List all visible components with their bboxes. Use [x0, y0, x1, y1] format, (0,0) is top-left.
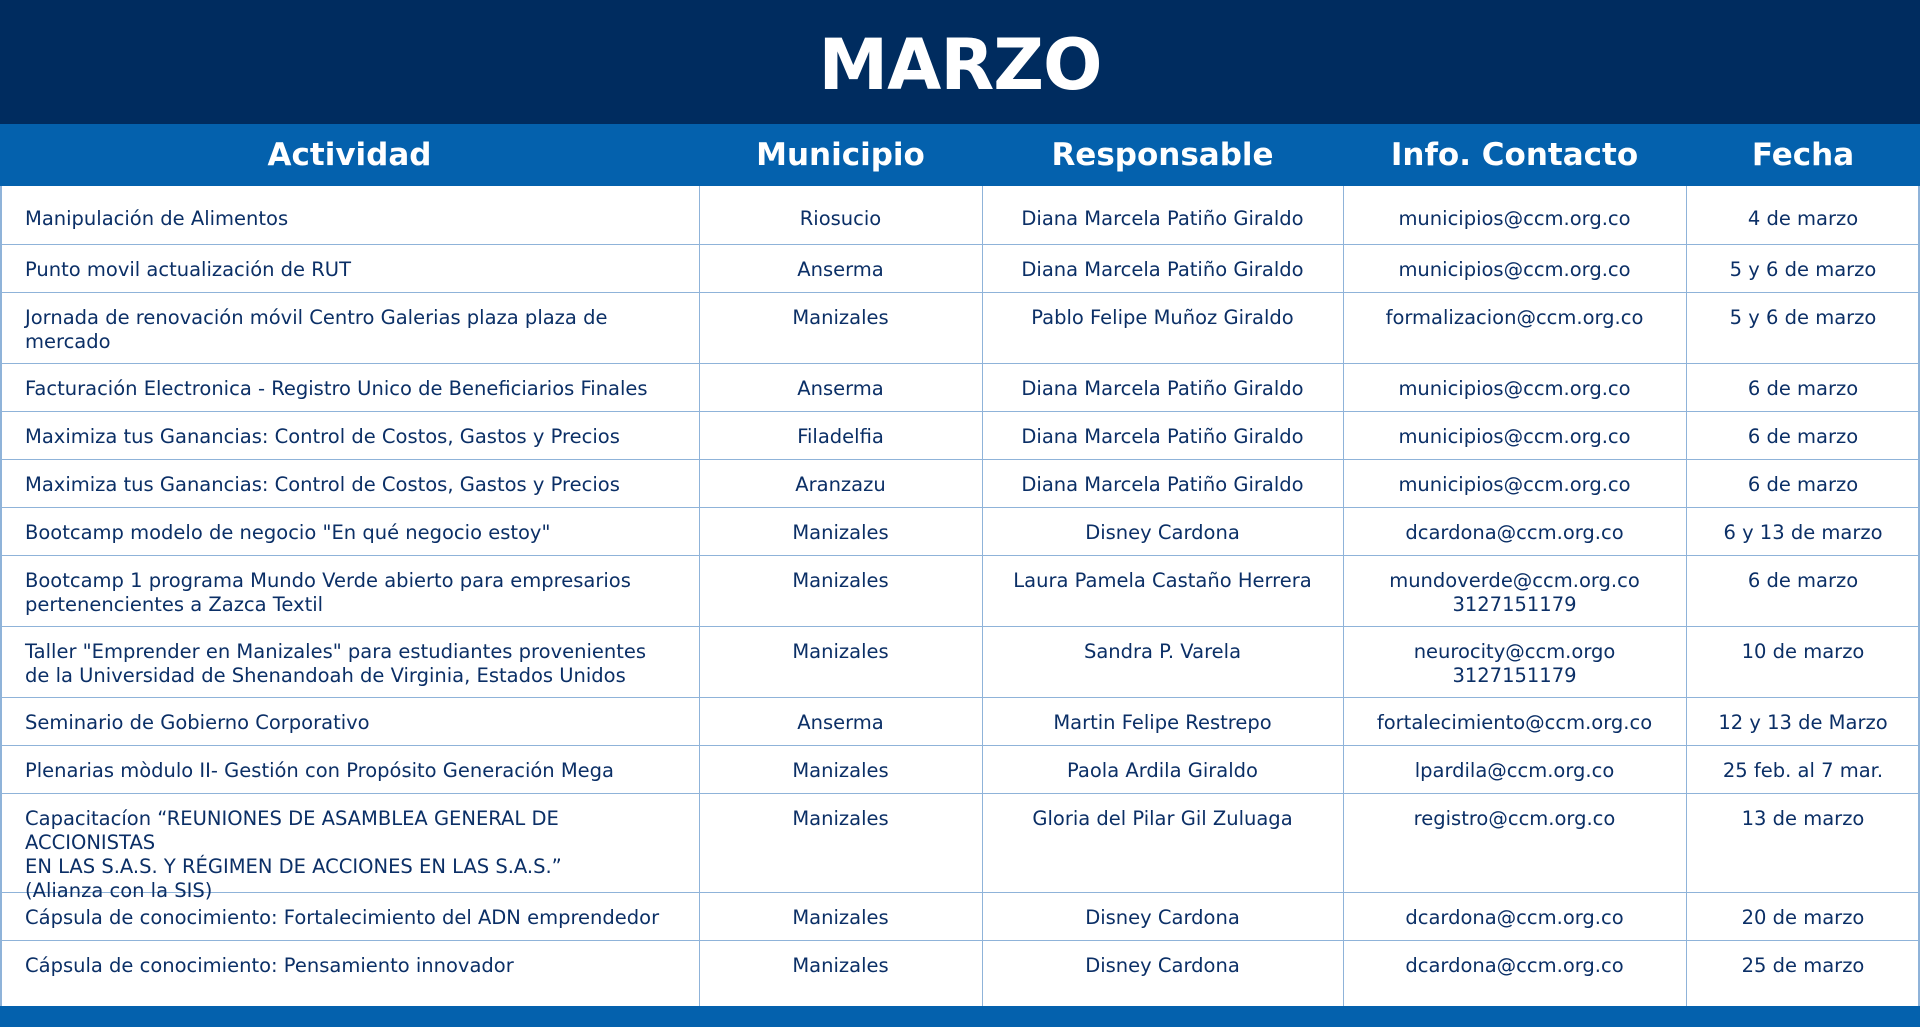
header-actividad: Actividad	[267, 137, 432, 173]
cell-contacto: mundoverde@ccm.org.co 3127151179	[1389, 569, 1640, 616]
cell-actividad: Bootcamp modelo de negocio "En qué negocio estoy"	[25, 521, 551, 544]
table-row	[0, 941, 1920, 1006]
table-border-left	[0, 186, 2, 1006]
cell-actividad: Maximiza tus Ganancias: Control de Costos, Gastos y Precios	[25, 473, 620, 496]
cell-fecha: 6 de marzo	[1747, 425, 1859, 448]
cell-actividad: Bootcamp 1 programa Mundo Verde abierto para empresarios pertenencientes a Zazca Textil	[25, 569, 631, 616]
cell-contacto: dcardona@ccm.org.co	[1405, 521, 1624, 544]
cell-responsable: Disney Cardona	[1085, 906, 1240, 929]
cell-actividad: Jornada de renovación móvil Centro Galerias plaza plaza de mercado	[25, 306, 608, 353]
cell-municipio: Anserma	[797, 258, 884, 281]
cell-municipio: Anserma	[797, 377, 884, 400]
column-divider	[699, 186, 700, 1006]
cell-responsable: Disney Cardona	[1085, 954, 1240, 977]
footer-bar	[0, 1006, 1920, 1027]
cell-contacto: registro@ccm.org.co	[1413, 807, 1616, 830]
table-row	[0, 412, 1920, 460]
cell-municipio: Manizales	[792, 521, 889, 544]
cell-fecha: 12 y 13 de Marzo	[1718, 711, 1888, 734]
table-row	[0, 893, 1920, 941]
cell-municipio: Manizales	[792, 640, 889, 663]
cell-contacto: municipios@ccm.org.co	[1398, 258, 1631, 281]
cell-fecha: 6 de marzo	[1747, 377, 1859, 400]
header-fecha: Fecha	[1751, 137, 1855, 173]
cell-responsable: Gloria del Pilar Gil Zuluaga	[1032, 807, 1293, 830]
cell-responsable: Diana Marcela Patiño Giraldo	[1021, 425, 1304, 448]
cell-municipio: Manizales	[792, 906, 889, 929]
column-divider	[1343, 186, 1344, 1006]
table-header	[0, 124, 1920, 186]
cell-actividad: Seminario de Gobierno Corporativo	[25, 711, 370, 734]
cell-municipio: Manizales	[792, 954, 889, 977]
cell-fecha: 13 de marzo	[1741, 807, 1865, 830]
cell-fecha: 6 y 13 de marzo	[1723, 521, 1883, 544]
cell-contacto: formalizacion@ccm.org.co	[1385, 306, 1644, 329]
cell-responsable: Paola Ardila Giraldo	[1067, 759, 1258, 782]
table-row	[0, 293, 1920, 364]
table-row	[0, 746, 1920, 794]
cell-fecha: 10 de marzo	[1741, 640, 1865, 663]
cell-municipio: Aranzazu	[795, 473, 886, 496]
cell-municipio: Manizales	[792, 306, 889, 329]
cell-actividad: Taller "Emprender en Manizales" para estudiantes provenientes de la Universidad de Shenandoah de Virginia, Estados Unidos	[25, 640, 647, 687]
cell-fecha: 20 de marzo	[1741, 906, 1865, 929]
column-divider	[982, 186, 983, 1006]
header-municipio: Municipio	[756, 137, 925, 173]
cell-municipio: Manizales	[792, 569, 889, 592]
cell-contacto: fortalecimiento@ccm.org.co	[1376, 711, 1653, 734]
cell-responsable: Diana Marcela Patiño Giraldo	[1021, 258, 1304, 281]
table-row	[0, 556, 1920, 627]
cell-municipio: Manizales	[792, 807, 889, 830]
cell-municipio: Riosucio	[799, 207, 882, 230]
cell-fecha: 4 de marzo	[1747, 207, 1859, 230]
cell-actividad: Maximiza tus Ganancias: Control de Costos, Gastos y Precios	[25, 425, 620, 448]
cell-responsable: Sandra P. Varela	[1083, 640, 1242, 663]
page-title: MARZO	[818, 24, 1102, 106]
cell-municipio: Anserma	[797, 711, 884, 734]
cell-responsable: Diana Marcela Patiño Giraldo	[1021, 377, 1304, 400]
cell-contacto: neurocity@ccm.orgo 3127151179	[1413, 640, 1616, 687]
table-row	[0, 245, 1920, 293]
table-row	[0, 186, 1920, 245]
cell-fecha: 25 feb. al 7 mar.	[1722, 759, 1884, 782]
cell-contacto: municipios@ccm.org.co	[1398, 377, 1631, 400]
cell-responsable: Pablo Felipe Muñoz Giraldo	[1031, 306, 1294, 329]
cell-contacto: municipios@ccm.org.co	[1398, 425, 1631, 448]
cell-actividad: Cápsula de conocimiento: Fortalecimiento del ADN emprendedor	[25, 906, 660, 929]
cell-actividad: Capacitacíon “REUNIONES DE ASAMBLEA GENERAL DE ACCIONISTAS EN LAS S.A.S. Y RÉGIMEN DE ACCIONES EN LAS S.A.S.” (Alianza con la SIS)	[25, 807, 562, 902]
cell-fecha: 6 de marzo	[1747, 473, 1859, 496]
table-row	[0, 364, 1920, 412]
cell-contacto: dcardona@ccm.org.co	[1405, 954, 1624, 977]
table-row	[0, 460, 1920, 508]
title-banner	[0, 0, 1920, 124]
cell-responsable: Diana Marcela Patiño Giraldo	[1021, 207, 1304, 230]
cell-actividad: Cápsula de conocimiento: Pensamiento innovador	[25, 954, 514, 977]
cell-actividad: Facturación Electronica - Registro Unico de Beneficiarios Finales	[25, 377, 648, 400]
table-row	[0, 627, 1920, 698]
cell-contacto: dcardona@ccm.org.co	[1405, 906, 1624, 929]
header-contacto: Info. Contacto	[1390, 137, 1639, 173]
cell-fecha: 5 y 6 de marzo	[1729, 258, 1877, 281]
header-responsable: Responsable	[1051, 137, 1274, 173]
column-divider	[1686, 186, 1687, 1006]
cell-contacto: lpardila@ccm.org.co	[1414, 759, 1615, 782]
cell-contacto: municipios@ccm.org.co	[1398, 207, 1631, 230]
cell-responsable: Laura Pamela Castaño Herrera	[1013, 569, 1312, 592]
cell-responsable: Disney Cardona	[1085, 521, 1240, 544]
cell-responsable: Martin Felipe Restrepo	[1053, 711, 1272, 734]
cell-fecha: 5 y 6 de marzo	[1729, 306, 1877, 329]
cell-actividad: Punto movil actualización de RUT	[25, 258, 351, 281]
table-row	[0, 698, 1920, 746]
cell-fecha: 6 de marzo	[1747, 569, 1859, 592]
cell-actividad: Plenarias mòdulo II- Gestión con Propósito Generación Mega	[25, 759, 614, 782]
cell-municipio: Filadelfia	[797, 425, 884, 448]
table-row	[0, 508, 1920, 556]
cell-fecha: 25 de marzo	[1741, 954, 1865, 977]
cell-contacto: municipios@ccm.org.co	[1398, 473, 1631, 496]
cell-actividad: Manipulación de Alimentos	[25, 207, 289, 230]
cell-municipio: Manizales	[792, 759, 889, 782]
cell-responsable: Diana Marcela Patiño Giraldo	[1021, 473, 1304, 496]
table-row	[0, 794, 1920, 902]
